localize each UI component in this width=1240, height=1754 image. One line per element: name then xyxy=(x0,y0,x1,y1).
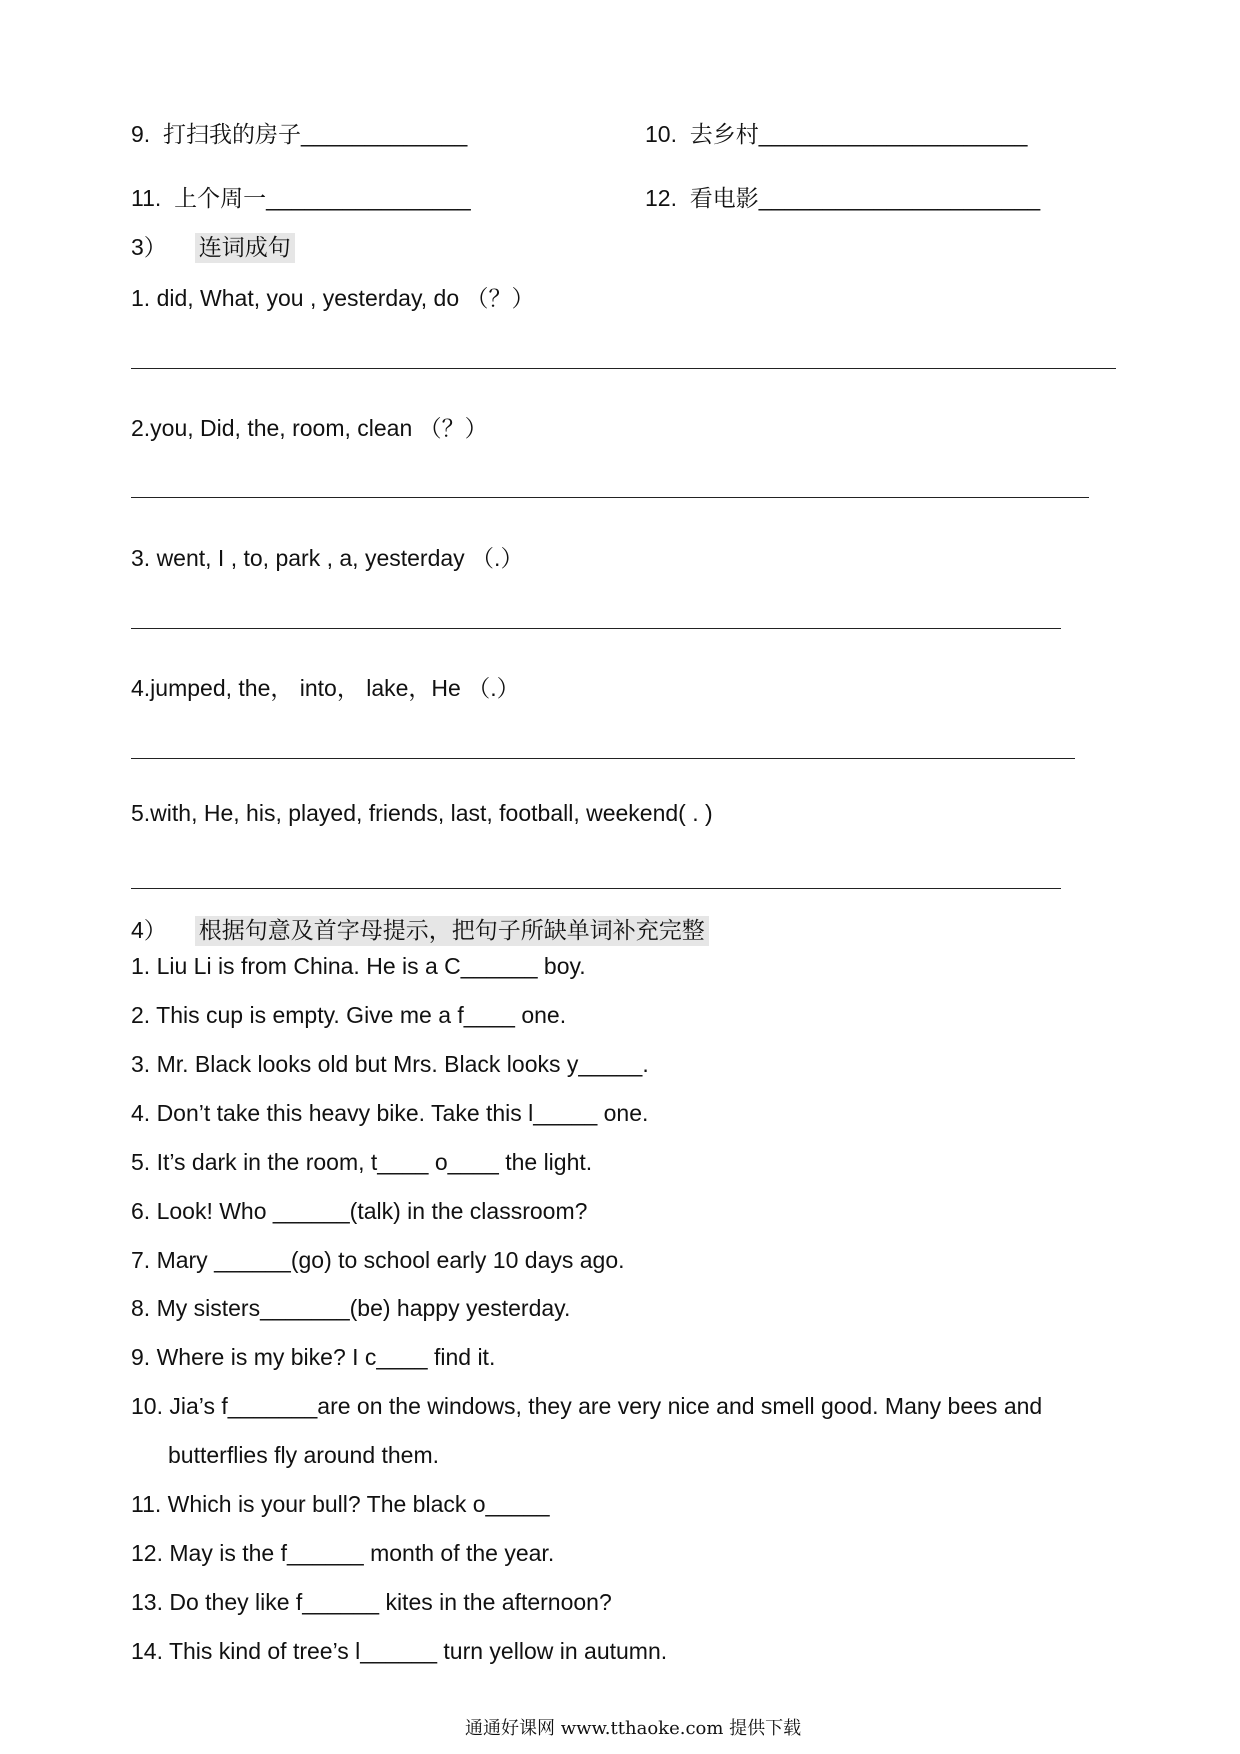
answer-blank[interactable]: _____________ xyxy=(300,121,468,147)
reorder-question-3: 3. went, I , to, park , a, yesterday （.） xyxy=(131,545,524,571)
item-text: 上个周一 xyxy=(174,186,267,212)
fill-item-2: 2. This cup is empty. Give me a f____ one. xyxy=(131,1002,567,1028)
reorder-question-2: 2.you, Did, the, room, clean （？） xyxy=(131,415,488,441)
answer-blank[interactable]: ________________ xyxy=(266,185,471,211)
fill-item-11: 11. Which is your bull? The black o_____ xyxy=(131,1491,550,1517)
answer-line-2[interactable] xyxy=(131,497,1089,498)
translation-item-11 xyxy=(131,180,471,213)
item-text: 去乡村 xyxy=(689,122,759,148)
item-text: 看电影 xyxy=(689,186,759,212)
answer-line-5[interactable] xyxy=(131,888,1061,889)
page-footer: 通通好课网 www.tthaoke.com 提供下载 xyxy=(465,1718,802,1739)
fill-item-3: 3. Mr. Black looks old but Mrs. Black looks y_____. xyxy=(131,1051,649,1077)
answer-line-3[interactable] xyxy=(131,628,1061,629)
reorder-question-4: 4.jumped, the， into， lake，He （.） xyxy=(131,675,520,701)
section-number: 4） xyxy=(131,917,167,943)
answer-blank[interactable]: ______________________ xyxy=(758,185,1041,211)
fill-item-9: 9. Where is my bike? I c____ find it. xyxy=(131,1344,496,1370)
fill-item-10: 10. Jia’s f_______are on the windows, they are very nice and smell good. Many bees and xyxy=(131,1393,1043,1419)
fill-item-8: 8. My sisters_______(be) happy yesterday. xyxy=(131,1295,571,1321)
item-number: 12. xyxy=(645,185,677,211)
answer-line-1[interactable] xyxy=(131,368,1116,369)
item-number: 11. xyxy=(131,185,162,211)
fill-item-13: 13. Do they like f______ kites in the afternoon? xyxy=(131,1589,612,1615)
reorder-question-5: 5.with, He, his, played, friends, last, football, weekend( . ) xyxy=(131,800,713,826)
section-4-heading xyxy=(131,912,709,945)
fill-item-5: 5. It’s dark in the room, t____ o____ the light. xyxy=(131,1149,593,1175)
item-number: 10. xyxy=(645,121,677,147)
answer-line-4[interactable] xyxy=(131,758,1075,759)
item-text: 打扫我的房子 xyxy=(162,122,301,148)
reorder-question-1: 1. did, What, you , yesterday, do （？） xyxy=(131,285,535,311)
fill-item-6: 6. Look! Who ______(talk) in the classroom? xyxy=(131,1198,588,1224)
fill-item-10-continued: butterflies fly around them. xyxy=(168,1442,440,1468)
fill-item-7: 7. Mary ______(go) to school early 10 days ago. xyxy=(131,1247,625,1273)
fill-item-14: 14. This kind of tree’s l______ turn yellow in autumn. xyxy=(131,1638,668,1664)
fill-item-4: 4. Don’t take this heavy bike. Take this l_____ one. xyxy=(131,1100,649,1126)
section-title: 根据句意及首字母提示，把句子所缺单词补充完整 xyxy=(195,916,709,946)
item-number: 9. xyxy=(131,121,151,147)
section-3-heading xyxy=(131,229,295,262)
fill-item-1: 1. Liu Li is from China. He is a C______ boy. xyxy=(131,953,586,979)
fill-item-12: 12. May is the f______ month of the year. xyxy=(131,1540,555,1566)
translation-item-10 xyxy=(645,116,1027,149)
answer-blank[interactable]: _____________________ xyxy=(758,121,1028,147)
translation-item-9 xyxy=(131,116,467,149)
section-title: 连词成句 xyxy=(195,233,295,263)
section-number: 3） xyxy=(131,234,167,260)
translation-item-12 xyxy=(645,180,1040,213)
